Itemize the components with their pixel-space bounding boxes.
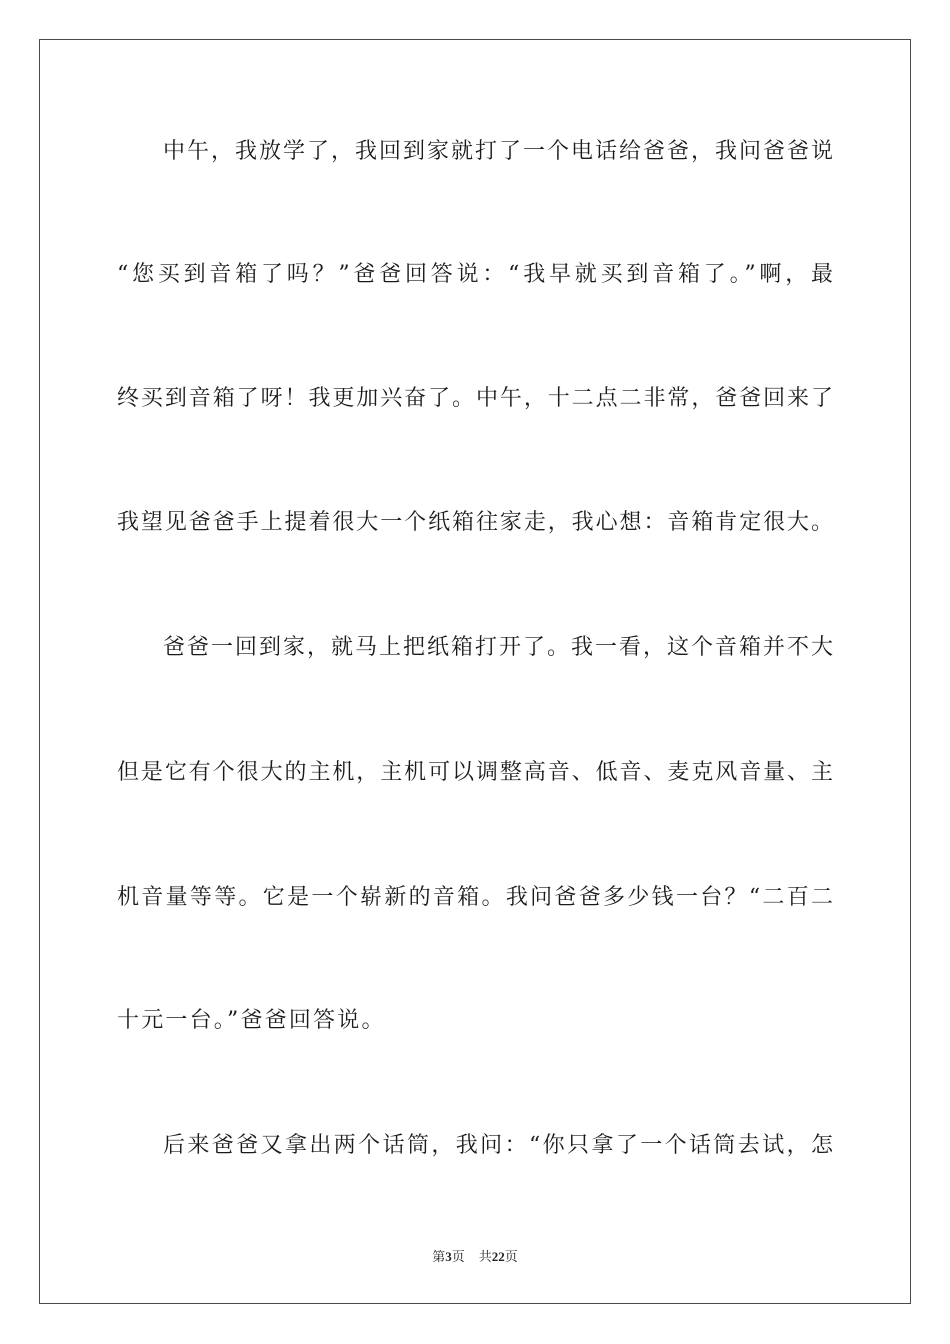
page-suffix: 页 — [451, 1250, 465, 1265]
page-number: 3 — [445, 1249, 452, 1264]
total-pages: 22 — [491, 1249, 505, 1264]
total-prefix: 共 — [478, 1250, 492, 1265]
page-prefix: 第 — [432, 1250, 446, 1265]
paragraph-line: 十元一台。”爸爸回答说。 — [117, 1008, 386, 1033]
total-suffix: 页 — [504, 1250, 518, 1265]
paragraph-line: 爸爸一回到家，就马上把纸箱打开了。我一看，这个音箱并不大 — [163, 635, 833, 660]
paragraph-line: 后来爸爸又拿出两个话筒，我问：“你只拿了一个话筒去试，怎 — [163, 1133, 833, 1158]
paragraph-line: 终买到音箱了呀！我更加兴奋了。中午，十二点二非常，爸爸回来了 — [117, 386, 833, 411]
paragraph-line: 我望见爸爸手上提着很大一个纸箱往家走，我心想：音箱肯定很大。 — [117, 510, 833, 535]
page-border — [39, 39, 911, 1304]
paragraph-line: “您买到音箱了吗？”爸爸回答说：“我早就买到音箱了。”啊，最 — [117, 262, 833, 287]
paragraph-line: 中午，我放学了，我回到家就打了一个电话给爸爸，我问爸爸说 — [163, 139, 833, 164]
page-footer — [0, 1248, 950, 1267]
paragraph-line: 机音量等等。它是一个崭新的音箱。我问爸爸多少钱一台？“二百二 — [117, 885, 833, 910]
paragraph-line: 但是它有个很大的主机，主机可以调整高音、低音、麦克风音量、主 — [117, 760, 833, 785]
